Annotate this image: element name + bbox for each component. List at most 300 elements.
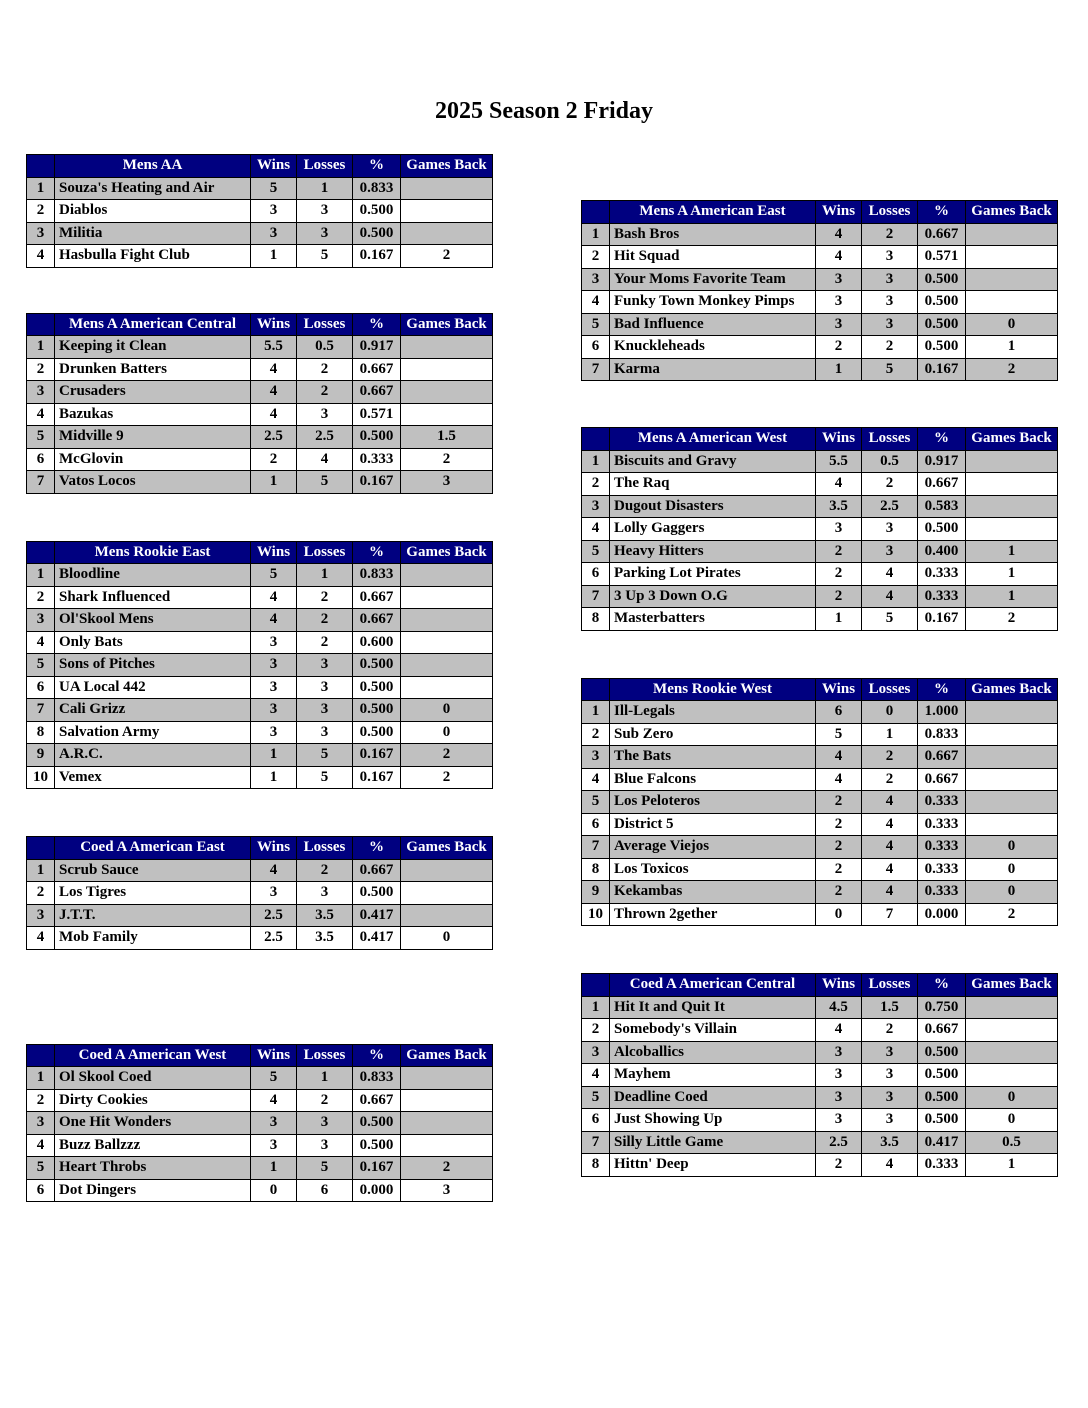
table-row (27, 859, 493, 882)
losses-cell: 2 (297, 381, 353, 404)
rank-cell: 1 (27, 177, 55, 200)
games-back-cell (966, 268, 1058, 291)
pct-cell: 0.167 (353, 471, 401, 494)
team-name: One Hit Wonders (55, 1112, 251, 1135)
table-row (27, 927, 493, 950)
rank-cell: 5 (27, 426, 55, 449)
rank-cell: 1 (582, 996, 610, 1019)
table-row (27, 564, 493, 587)
table-row (27, 381, 493, 404)
team-name: Crusaders (55, 381, 251, 404)
team-name: Cali Grizz (55, 699, 251, 722)
losses-header: Losses (297, 313, 353, 336)
losses-cell: 3 (297, 403, 353, 426)
pct-cell: 0.333 (918, 563, 966, 586)
division-header: Coed A American East (55, 837, 251, 860)
pct-cell: 0.667 (353, 1089, 401, 1112)
losses-cell: 3 (862, 1064, 918, 1087)
team-name: Somebody's Villain (610, 1019, 816, 1042)
pct-cell: 0.167 (353, 1157, 401, 1180)
pct-cell: 0.667 (353, 358, 401, 381)
wins-cell: 3 (251, 676, 297, 699)
table-row (582, 791, 1058, 814)
table-row (27, 1089, 493, 1112)
wins-header: Wins (251, 313, 297, 336)
wins-cell: 3 (816, 291, 862, 314)
pct-cell: 0.000 (353, 1179, 401, 1202)
losses-cell: 7 (862, 903, 918, 926)
team-name: Los Tigres (55, 882, 251, 905)
rank-cell: 3 (582, 495, 610, 518)
rank-cell: 5 (27, 1157, 55, 1180)
games-back-cell (401, 1067, 493, 1090)
division-header: Mens Rookie East (55, 541, 251, 564)
table-row (582, 723, 1058, 746)
team-name: Bad Influence (610, 313, 816, 336)
losses-cell: 5 (862, 608, 918, 631)
pct-header: % (353, 1044, 401, 1067)
team-name: Kekambas (610, 881, 816, 904)
table-row (27, 654, 493, 677)
rank-cell: 6 (27, 676, 55, 699)
wins-cell: 4 (816, 473, 862, 496)
team-name: UA Local 442 (55, 676, 251, 699)
team-name: Diablos (55, 200, 251, 223)
table-row (27, 1134, 493, 1157)
wins-cell: 5.5 (816, 450, 862, 473)
team-name: Dirty Cookies (55, 1089, 251, 1112)
rank-header (582, 678, 610, 701)
team-name: Vemex (55, 766, 251, 789)
rank-cell: 5 (582, 540, 610, 563)
games-back-cell: 0 (401, 699, 493, 722)
games-back-cell: 1 (966, 585, 1058, 608)
games-back-cell (401, 177, 493, 200)
pct-cell: 0.500 (353, 222, 401, 245)
wins-cell: 4 (251, 381, 297, 404)
pct-header: % (918, 974, 966, 997)
team-name: Hasbulla Fight Club (55, 245, 251, 268)
wins-cell: 4 (816, 746, 862, 769)
table-row (27, 1067, 493, 1090)
table-row (27, 222, 493, 245)
table-row (582, 813, 1058, 836)
table-row (582, 1019, 1058, 1042)
team-name: A.R.C. (55, 744, 251, 767)
pct-cell: 0.500 (918, 1041, 966, 1064)
pct-cell: 0.333 (918, 836, 966, 859)
table-row (582, 701, 1058, 724)
games-back-cell: 2 (401, 1157, 493, 1180)
table-row (582, 858, 1058, 881)
rank-cell: 3 (27, 222, 55, 245)
rank-cell: 2 (27, 200, 55, 223)
games-back-cell (401, 654, 493, 677)
division-header: Mens A American East (610, 201, 816, 224)
page-title: 2025 Season 2 Friday (434, 98, 653, 124)
rank-cell: 5 (582, 791, 610, 814)
pct-cell: 0.500 (918, 1086, 966, 1109)
pct-cell: 0.500 (918, 268, 966, 291)
losses-cell: 4 (862, 813, 918, 836)
games-back-cell: 2 (401, 245, 493, 268)
pct-cell: 0.583 (918, 495, 966, 518)
rank-cell: 7 (27, 471, 55, 494)
rank-cell: 3 (27, 381, 55, 404)
games-back-cell: 2 (966, 903, 1058, 926)
wins-cell: 5 (251, 177, 297, 200)
losses-cell: 2 (862, 223, 918, 246)
games-back-cell (966, 746, 1058, 769)
wins-cell: 1 (251, 1157, 297, 1180)
wins-header: Wins (816, 678, 862, 701)
standings-table (26, 1044, 493, 1203)
wins-cell: 3 (251, 631, 297, 654)
games-back-cell (401, 631, 493, 654)
rank-cell: 6 (27, 448, 55, 471)
rank-cell: 3 (27, 1112, 55, 1135)
team-name: Mayhem (610, 1064, 816, 1087)
games-back-cell (966, 1064, 1058, 1087)
wins-cell: 4 (816, 768, 862, 791)
rank-header (27, 837, 55, 860)
games-back-cell (966, 473, 1058, 496)
pct-cell: 0.833 (353, 177, 401, 200)
wins-header: Wins (251, 155, 297, 178)
table-row (582, 336, 1058, 359)
losses-cell: 3 (297, 721, 353, 744)
pct-cell: 0.667 (918, 223, 966, 246)
team-name: Midville 9 (55, 426, 251, 449)
pct-cell: 0.667 (353, 586, 401, 609)
losses-cell: 5 (297, 1157, 353, 1180)
losses-header: Losses (297, 837, 353, 860)
wins-header: Wins (816, 201, 862, 224)
losses-cell: 3.5 (862, 1131, 918, 1154)
wins-cell: 2.5 (251, 927, 297, 950)
rank-cell: 2 (27, 882, 55, 905)
pct-cell: 0.667 (353, 381, 401, 404)
rank-cell: 1 (27, 336, 55, 359)
team-name: Hit Squad (610, 246, 816, 269)
pct-cell: 0.167 (353, 744, 401, 767)
team-name: Knuckleheads (610, 336, 816, 359)
losses-cell: 1 (297, 564, 353, 587)
division-header: Mens Rookie West (610, 678, 816, 701)
games-back-cell: 0 (401, 927, 493, 950)
games-back-cell (401, 609, 493, 632)
team-name: Vatos Locos (55, 471, 251, 494)
rank-cell: 2 (582, 723, 610, 746)
losses-cell: 2 (862, 746, 918, 769)
division-header: Coed A American Central (610, 974, 816, 997)
team-name: District 5 (610, 813, 816, 836)
pct-cell: 0.500 (918, 1064, 966, 1087)
losses-cell: 6 (297, 1179, 353, 1202)
table-row (582, 608, 1058, 631)
rank-cell: 7 (582, 1131, 610, 1154)
games-back-cell (401, 882, 493, 905)
losses-cell: 4 (862, 881, 918, 904)
team-name: Sons of Pitches (55, 654, 251, 677)
team-name: McGlovin (55, 448, 251, 471)
games-back-cell (401, 358, 493, 381)
wins-cell: 1 (251, 245, 297, 268)
games-back-cell (401, 904, 493, 927)
rank-cell: 6 (582, 336, 610, 359)
table-row (582, 223, 1058, 246)
rank-cell: 7 (27, 699, 55, 722)
games-back-cell: 0 (966, 1109, 1058, 1132)
wins-cell: 4 (251, 358, 297, 381)
games-back-cell: 0 (966, 858, 1058, 881)
games-back-cell: 2 (401, 766, 493, 789)
pct-cell: 0.667 (353, 609, 401, 632)
pct-cell: 0.500 (918, 518, 966, 541)
wins-cell: 1 (251, 471, 297, 494)
rank-cell: 6 (582, 1109, 610, 1132)
wins-cell: 4 (816, 246, 862, 269)
rank-cell: 8 (582, 1154, 610, 1177)
losses-cell: 2 (297, 586, 353, 609)
pct-cell: 0.571 (918, 246, 966, 269)
losses-cell: 2.5 (862, 495, 918, 518)
losses-cell: 0 (862, 701, 918, 724)
games-back-cell (401, 200, 493, 223)
table-row (27, 676, 493, 699)
games-back-cell (966, 768, 1058, 791)
losses-cell: 3 (862, 313, 918, 336)
wins-cell: 2 (816, 791, 862, 814)
rank-cell: 5 (582, 1086, 610, 1109)
table-row (27, 766, 493, 789)
wins-cell: 2 (816, 836, 862, 859)
games-back-cell (966, 701, 1058, 724)
standings-table (26, 154, 493, 268)
table-row (27, 744, 493, 767)
wins-cell: 3 (251, 1134, 297, 1157)
wins-header: Wins (816, 974, 862, 997)
wins-cell: 3 (816, 1109, 862, 1132)
pct-cell: 0.500 (353, 1112, 401, 1135)
pct-header: % (353, 313, 401, 336)
wins-cell: 0 (251, 1179, 297, 1202)
rank-cell: 7 (582, 836, 610, 859)
losses-cell: 0.5 (862, 450, 918, 473)
table-row (27, 1179, 493, 1202)
table-row (582, 518, 1058, 541)
pct-cell: 0.500 (353, 654, 401, 677)
pct-cell: 0.667 (918, 1019, 966, 1042)
losses-header: Losses (862, 678, 918, 701)
rank-cell: 4 (582, 1064, 610, 1087)
losses-cell: 5 (862, 358, 918, 381)
games-back-cell: 2 (401, 448, 493, 471)
wins-cell: 3 (816, 1064, 862, 1087)
pct-cell: 0.500 (353, 1134, 401, 1157)
team-name: Only Bats (55, 631, 251, 654)
rank-cell: 4 (27, 631, 55, 654)
games-back-cell (401, 1134, 493, 1157)
wins-cell: 4 (251, 859, 297, 882)
losses-cell: 2.5 (297, 426, 353, 449)
games-back-cell: 3 (401, 1179, 493, 1202)
losses-cell: 3 (862, 518, 918, 541)
table-row (27, 177, 493, 200)
rank-cell: 8 (27, 721, 55, 744)
team-name: Ol Skool Coed (55, 1067, 251, 1090)
losses-cell: 3 (297, 882, 353, 905)
team-name: Salvation Army (55, 721, 251, 744)
team-name: Silly Little Game (610, 1131, 816, 1154)
wins-header: Wins (816, 428, 862, 451)
rank-cell: 4 (27, 927, 55, 950)
rank-cell: 2 (27, 358, 55, 381)
team-name: Heavy Hitters (610, 540, 816, 563)
losses-cell: 3 (297, 1134, 353, 1157)
table-row (582, 1154, 1058, 1177)
losses-cell: 3 (297, 1112, 353, 1135)
pct-cell: 0.167 (353, 766, 401, 789)
rank-cell: 4 (582, 768, 610, 791)
losses-cell: 3 (297, 222, 353, 245)
standings-table (581, 200, 1058, 381)
division-header: Mens A American Central (55, 313, 251, 336)
rank-cell: 1 (27, 859, 55, 882)
table-row (582, 903, 1058, 926)
games-back-header: Games Back (401, 1044, 493, 1067)
games-back-cell (966, 1041, 1058, 1064)
table-row (582, 1041, 1058, 1064)
wins-cell: 2 (816, 1154, 862, 1177)
rank-cell: 5 (582, 313, 610, 336)
rank-cell: 8 (582, 608, 610, 631)
team-name: Alcoballics (610, 1041, 816, 1064)
table-row (27, 336, 493, 359)
rank-cell: 2 (27, 586, 55, 609)
pct-cell: 0.500 (353, 882, 401, 905)
pct-cell: 0.333 (918, 881, 966, 904)
table-row (27, 403, 493, 426)
losses-cell: 3 (862, 1109, 918, 1132)
pct-cell: 0.167 (918, 358, 966, 381)
wins-cell: 3 (816, 1041, 862, 1064)
wins-cell: 2 (816, 813, 862, 836)
table-row (582, 540, 1058, 563)
games-back-cell: 2 (966, 608, 1058, 631)
table-row (27, 631, 493, 654)
team-name: Ill-Legals (610, 701, 816, 724)
pct-header: % (353, 837, 401, 860)
wins-cell: 3 (816, 518, 862, 541)
losses-cell: 3 (862, 1086, 918, 1109)
games-back-cell: 0.5 (966, 1131, 1058, 1154)
table-row (582, 563, 1058, 586)
losses-cell: 1.5 (862, 996, 918, 1019)
losses-cell: 5 (297, 744, 353, 767)
games-back-header: Games Back (966, 678, 1058, 701)
wins-cell: 3 (816, 268, 862, 291)
wins-cell: 3 (251, 882, 297, 905)
wins-cell: 3 (251, 200, 297, 223)
games-back-cell (401, 586, 493, 609)
rank-cell: 2 (582, 246, 610, 269)
games-back-header: Games Back (966, 428, 1058, 451)
table-row (582, 836, 1058, 859)
team-name: Shark Influenced (55, 586, 251, 609)
losses-cell: 1 (297, 1067, 353, 1090)
games-back-cell: 3 (401, 471, 493, 494)
pct-cell: 0.500 (353, 676, 401, 699)
team-name: Dugout Disasters (610, 495, 816, 518)
losses-cell: 2 (297, 358, 353, 381)
losses-cell: 3 (297, 699, 353, 722)
rank-cell: 6 (27, 1179, 55, 1202)
games-back-cell (966, 1019, 1058, 1042)
losses-cell: 3.5 (297, 927, 353, 950)
table-row (27, 882, 493, 905)
wins-cell: 2 (816, 858, 862, 881)
games-back-cell (401, 403, 493, 426)
games-back-cell (966, 246, 1058, 269)
pct-cell: 0.750 (918, 996, 966, 1019)
rank-header (582, 201, 610, 224)
team-name: Los Peloteros (610, 791, 816, 814)
rank-cell: 2 (27, 1089, 55, 1112)
team-name: Buzz Ballzzz (55, 1134, 251, 1157)
rank-header (27, 541, 55, 564)
standings-table (581, 427, 1058, 631)
team-name: Biscuits and Gravy (610, 450, 816, 473)
games-back-cell (966, 723, 1058, 746)
rank-cell: 4 (582, 518, 610, 541)
games-back-cell (966, 223, 1058, 246)
wins-cell: 2 (816, 563, 862, 586)
pct-cell: 0.417 (918, 1131, 966, 1154)
wins-cell: 2.5 (816, 1131, 862, 1154)
pct-cell: 0.333 (918, 791, 966, 814)
pct-cell: 0.417 (353, 904, 401, 927)
pct-cell: 0.333 (918, 585, 966, 608)
losses-cell: 3 (862, 268, 918, 291)
table-row (582, 996, 1058, 1019)
table-row (27, 721, 493, 744)
wins-cell: 2 (816, 881, 862, 904)
pct-cell: 0.833 (353, 1067, 401, 1090)
wins-cell: 3.5 (816, 495, 862, 518)
rank-cell: 4 (582, 291, 610, 314)
team-name: Bash Bros (610, 223, 816, 246)
losses-cell: 3 (297, 200, 353, 223)
rank-cell: 1 (582, 450, 610, 473)
games-back-cell (966, 450, 1058, 473)
pct-cell: 0.333 (918, 813, 966, 836)
losses-header: Losses (297, 541, 353, 564)
pct-cell: 0.600 (353, 631, 401, 654)
wins-cell: 1 (816, 358, 862, 381)
table-row (27, 699, 493, 722)
games-back-cell: 0 (401, 721, 493, 744)
wins-cell: 4 (251, 1089, 297, 1112)
rank-header (27, 1044, 55, 1067)
losses-cell: 2 (297, 1089, 353, 1112)
wins-header: Wins (251, 1044, 297, 1067)
wins-cell: 3 (251, 699, 297, 722)
games-back-cell (966, 495, 1058, 518)
rank-cell: 2 (582, 473, 610, 496)
table-row (582, 313, 1058, 336)
games-back-header: Games Back (401, 313, 493, 336)
